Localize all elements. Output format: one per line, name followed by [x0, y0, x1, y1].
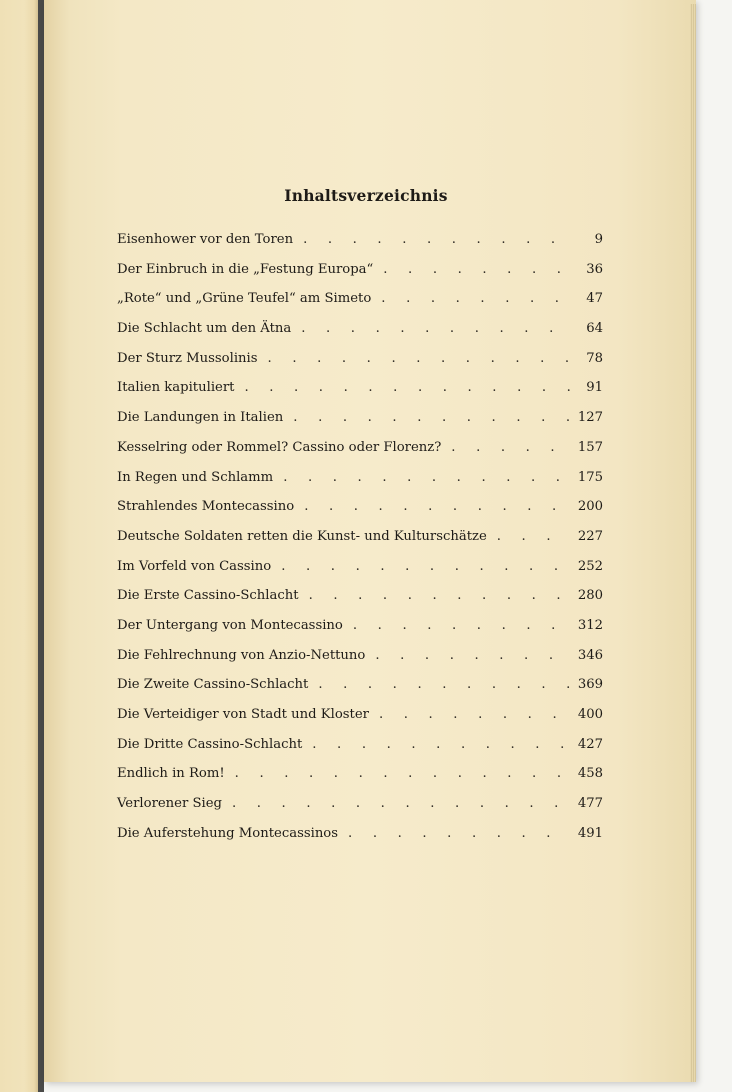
toc-entry-page: 78: [586, 350, 603, 366]
toc-entry: [117, 707, 603, 737]
toc-entry-label: Strahlendes Montecassino: [117, 499, 295, 515]
toc-entry-page: 427: [577, 736, 603, 752]
toc-entry-label: Die Schlacht um den Ätna: [117, 321, 292, 337]
toc-entry-page: 458: [577, 766, 603, 782]
toc-entry: [117, 440, 603, 470]
toc-entry: [117, 499, 603, 529]
toc-entry-page: 312: [577, 617, 603, 633]
dot-leader: [309, 588, 572, 603]
dot-leader: [301, 321, 575, 336]
dot-leader: [381, 291, 575, 306]
toc-entry: [117, 677, 603, 707]
dot-leader: [293, 410, 572, 425]
dot-leader: [318, 677, 572, 692]
toc-entry-label: Im Vorfeld von Cassino: [117, 558, 272, 574]
toc-entry: [117, 826, 603, 856]
dot-leader: [304, 499, 572, 514]
toc-entry: [117, 470, 603, 500]
dot-leader: [281, 559, 572, 574]
toc-entry: [117, 262, 603, 292]
toc-entry-page: 157: [577, 439, 603, 455]
toc-entry-page: 47: [586, 291, 603, 307]
toc-entry-page: 400: [577, 707, 603, 722]
toc-entry-page: 36: [586, 261, 603, 277]
dot-leader: [244, 380, 575, 395]
toc-entry-page: 175: [577, 469, 603, 485]
dot-leader: [268, 351, 575, 366]
toc-entry: [117, 588, 603, 618]
toc-title: Inhaltsverzeichnis: [284, 186, 448, 205]
toc-entry-label: Die Zweite Cassino-Schlacht: [117, 677, 309, 693]
dot-leader: [235, 766, 572, 781]
toc-entry-label: In Regen und Schlamm: [117, 469, 274, 485]
dot-leader: [232, 796, 572, 811]
toc-entry-label: Eisenhower vor den Toren: [117, 232, 294, 247]
dot-leader: [283, 470, 572, 485]
toc-entry: [117, 766, 603, 796]
toc-entry-page: 346: [577, 647, 603, 663]
toc-entry-label: Italien kapituliert: [117, 380, 235, 396]
toc-entry-label: Der Untergang von Montecassino: [117, 617, 343, 633]
toc-entry-page: 227: [577, 528, 603, 544]
toc-entry-page: 477: [577, 796, 603, 812]
toc-entry-label: Die Dritte Cassino-Schlacht: [117, 736, 303, 752]
toc-entry: [117, 410, 603, 440]
toc-entry-label: Die Verteidiger von Stadt und Kloster: [117, 707, 369, 722]
toc-entry-label: „Rote“ und „Grüne Teufel“ am Simeto: [117, 291, 372, 307]
dot-leader: [379, 707, 572, 722]
dot-leader: [451, 440, 572, 455]
page-edges: [690, 4, 696, 1082]
toc-entry-page: 200: [577, 499, 603, 515]
toc-entry-page: 252: [577, 558, 603, 574]
toc-entry-page: 91: [586, 380, 603, 396]
toc-entry-page: 280: [577, 588, 603, 604]
toc-entry-label: Die Fehlrechnung von Anzio-Nettuno: [117, 647, 366, 663]
toc-entry-label: Der Einbruch in die „Festung Europa“: [117, 261, 374, 277]
toc-entry-label: Die Auferstehung Montecassinos: [117, 825, 339, 841]
dot-leader: [353, 618, 572, 633]
toc-entry: [117, 291, 603, 321]
toc-entry-label: Die Landungen in Italien: [117, 410, 284, 426]
toc-entry-label: Kesselring oder Rommel? Cassino oder Florenz?: [117, 439, 442, 455]
toc-entry: [117, 737, 603, 767]
toc-entry: [117, 648, 603, 678]
dot-leader: [383, 262, 575, 277]
toc-entry-label: Verlorener Sieg: [117, 796, 222, 812]
dot-leader: [312, 737, 572, 752]
dot-leader: [497, 529, 572, 544]
dot-leader: [303, 232, 575, 247]
toc-entry: [117, 618, 603, 648]
toc-entry-page: 9: [594, 232, 603, 247]
toc-entry: [117, 351, 603, 381]
toc-entry: [117, 529, 603, 559]
toc-entry-label: Die Erste Cassino-Schlacht: [117, 588, 299, 604]
toc-entry: [117, 796, 603, 826]
toc-entry-page: 64: [586, 321, 603, 337]
toc-entry-page: 369: [577, 677, 603, 693]
dot-leader: [375, 648, 571, 663]
toc-entry-page: 127: [577, 410, 603, 426]
toc-list: [117, 232, 603, 855]
toc-entry-page: 491: [577, 825, 603, 841]
toc-entry-label: Der Sturz Mussolinis: [117, 350, 258, 366]
toc-entry: [117, 559, 603, 589]
toc-entry: [117, 232, 603, 262]
toc-entry-label: Deutsche Soldaten retten die Kunst- und Kulturschätze: [117, 528, 487, 544]
dot-leader: [348, 826, 572, 841]
toc-entry: [117, 321, 603, 351]
toc-entry: [117, 380, 603, 410]
toc-entry-label: Endlich in Rom!: [117, 766, 225, 782]
